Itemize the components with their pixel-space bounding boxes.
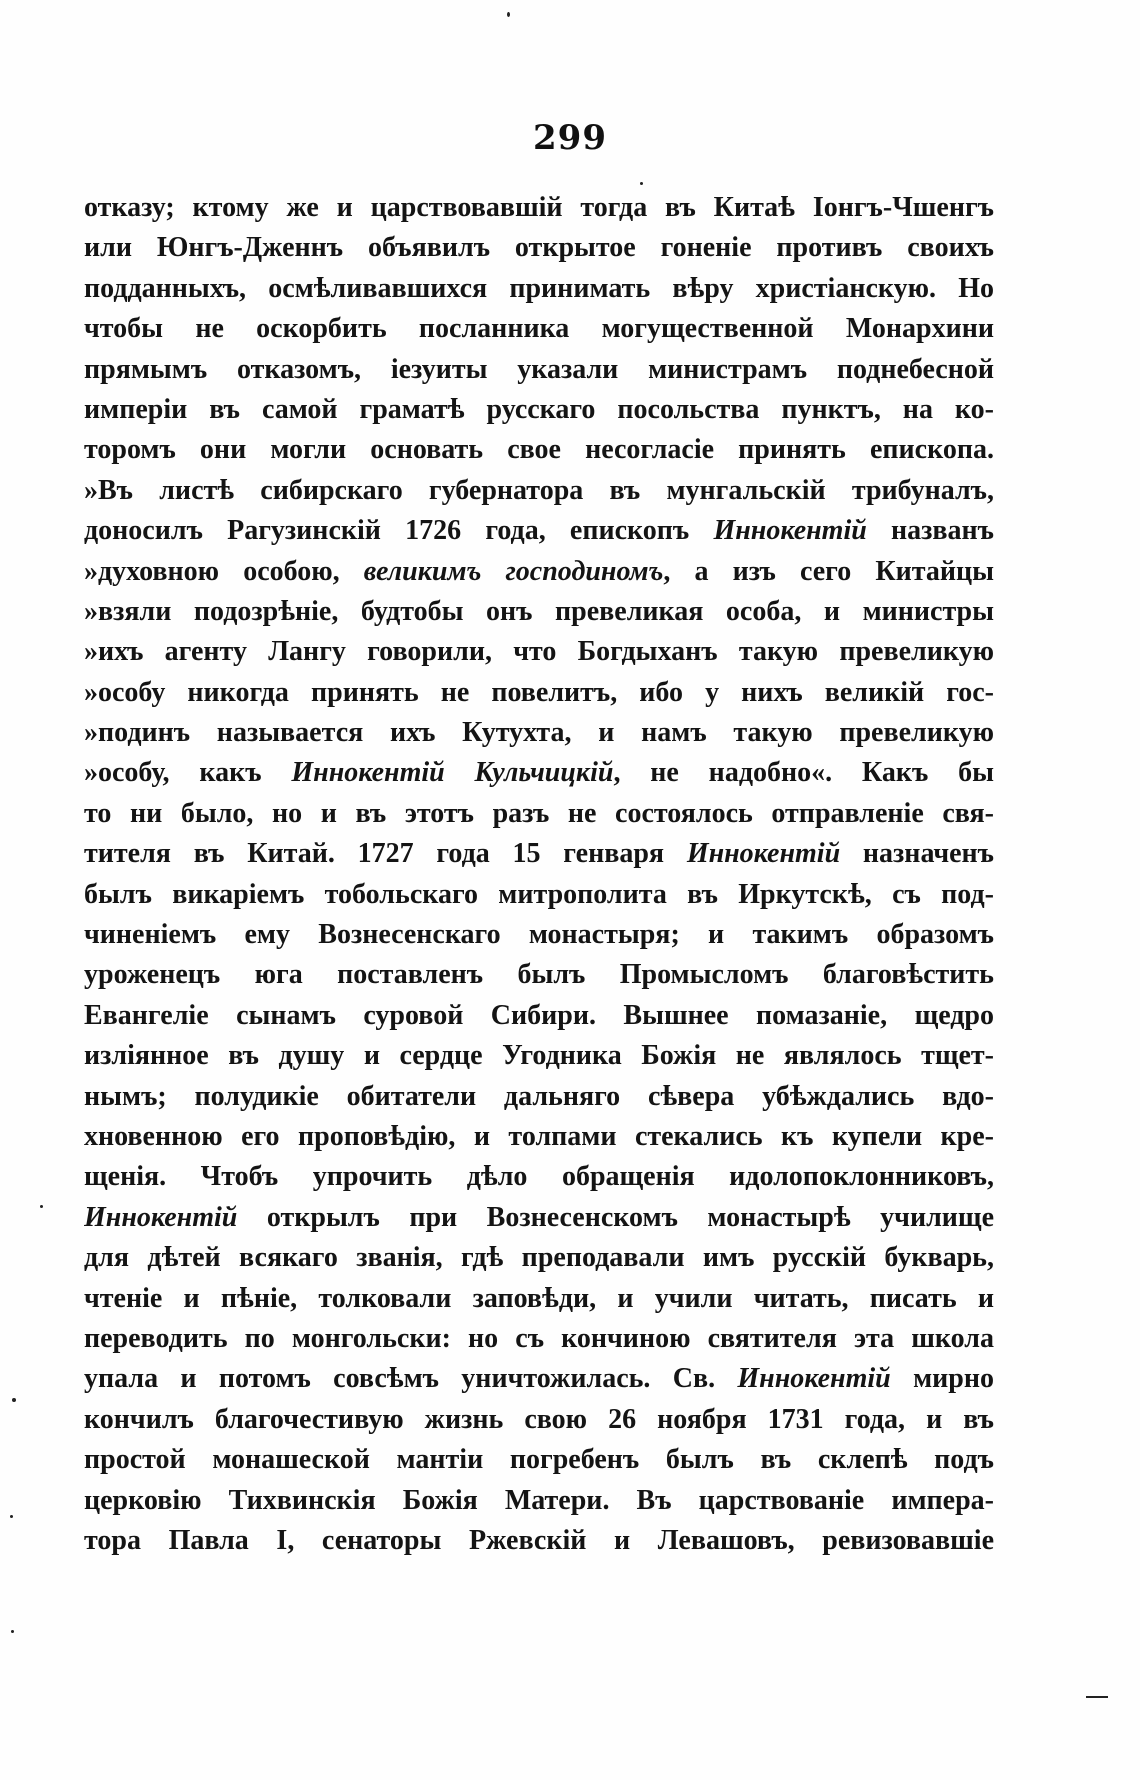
- italic-name: великимъ господиномъ: [363, 555, 664, 587]
- text-segment: нымъ; полудикіе обитатели дальняго сѣвера убѣждались вдо-: [84, 1080, 994, 1112]
- text-segment: доносилъ Рагузинскій 1726 года, епископъ: [84, 515, 714, 547]
- text-line: [84, 794, 994, 834]
- text-line: [84, 1359, 994, 1399]
- text-line: [84, 753, 994, 793]
- text-segment: простой монашеской мантіи погребенъ былъ въ склепѣ подъ: [84, 1444, 994, 1476]
- scan-speck: [40, 1205, 43, 1208]
- text-line: [84, 309, 994, 349]
- text-segment: »духовною особою,: [84, 555, 364, 587]
- text-segment: хновенною его проповѣдію, и толпами стекались къ купели кре-: [84, 1120, 994, 1152]
- text-line: [84, 269, 994, 309]
- text-segment: излiянное въ душу и сердце Угодника Божія не являлось тщет-: [84, 1040, 994, 1072]
- text-line: [84, 1198, 994, 1238]
- text-line: [84, 713, 994, 753]
- text-line: [84, 1521, 994, 1561]
- text-segment: или Юнгъ-Дженнъ объявилъ открытое гоненіе противъ своихъ: [84, 232, 994, 264]
- text-line: [84, 430, 994, 470]
- text-line: [84, 673, 994, 713]
- text-line: [84, 390, 994, 430]
- text-line: [84, 1036, 994, 1076]
- text-line: [84, 1117, 994, 1157]
- italic-name: Иннокентій: [686, 838, 841, 870]
- text-segment: тора Павла I, сенаторы Ржевскій и Левашовъ, ревизовавшіе: [84, 1524, 994, 1556]
- scan-speck: [507, 12, 510, 17]
- text-segment: торомъ они могли основать свое несогласіе принять епископа.: [84, 434, 994, 466]
- text-segment: для дѣтей всякаго званія, гдѣ преподавали имъ русскій букварь,: [84, 1242, 994, 1274]
- scan-speck: [12, 1398, 16, 1402]
- text-segment: отказу; ктому же и царствовавшій тогда въ Китаѣ Іонгъ-Чшенгъ: [84, 192, 994, 223]
- text-line: [84, 1440, 994, 1480]
- text-segment: , а изъ сего Китайцы: [663, 555, 994, 587]
- text-segment: уроженецъ юга поставленъ былъ Промысломъ благовѣстить: [84, 959, 994, 991]
- text-segment: переводить по монгольски: но съ кончиною святителя эта школа: [84, 1322, 994, 1354]
- text-segment: кончилъ благочестивую жизнь свою 26 ноября 1731 года, и въ: [84, 1403, 994, 1435]
- text-segment: открылъ при Вознесенскомъ монастырѣ училище: [237, 1201, 994, 1233]
- text-segment: »ихъ агенту Лангу говорили, что Богдыханъ такую превеликую: [84, 636, 994, 668]
- text-line: [84, 471, 994, 511]
- text-segment: »подинъ называется ихъ Кутухта, и намъ такую превеликую: [84, 717, 994, 749]
- text-line: [84, 1400, 994, 1440]
- text-line: [84, 188, 994, 228]
- text-segment: назначенъ: [840, 838, 994, 870]
- text-line: [84, 228, 994, 268]
- text-segment: »особу, какъ: [84, 757, 292, 789]
- text-segment: подданныхъ, осмѣливавшихся принимать вѣру христіанскую. Но: [84, 272, 994, 304]
- text-line: [84, 552, 994, 592]
- text-segment: церковію Тихвинскія Божія Матери. Въ царствованіе импера-: [84, 1484, 994, 1516]
- page-number: 299: [533, 118, 607, 158]
- text-segment: названъ: [866, 515, 994, 547]
- text-line: [84, 350, 994, 390]
- text-segment: былъ викаріемъ тобольскаго митрополита въ Иркутскѣ, съ под-: [84, 878, 994, 910]
- scan-mark: [1086, 1696, 1108, 1698]
- body-text: [84, 188, 994, 1561]
- text-line: [84, 955, 994, 995]
- text-segment: »Въ листѣ сибирскаго губернатора въ мунгальскій трибуналъ,: [84, 474, 994, 506]
- text-segment: имперіи въ самой граматѣ русскаго посольства пунктъ, на ко-: [84, 393, 994, 425]
- text-line: [84, 1279, 994, 1319]
- text-line: [84, 834, 994, 874]
- italic-name: Иннокентій: [713, 515, 867, 547]
- scan-speck: [640, 182, 643, 185]
- text-line: [84, 1077, 994, 1117]
- text-segment: мирно: [890, 1363, 994, 1395]
- text-line: [84, 1157, 994, 1197]
- scan-speck: [11, 1630, 14, 1633]
- text-segment: щенія. Чтобъ упрочить дѣло обращенія идолопоклонниковъ,: [84, 1161, 994, 1193]
- text-line: [84, 1238, 994, 1278]
- text-line: [84, 592, 994, 632]
- text-line: [84, 1481, 994, 1521]
- text-line: [84, 511, 994, 551]
- text-segment: Евангеліе сынамъ суровой Сибири. Вышнее помазаніе, щедро: [84, 999, 994, 1031]
- text-line: [84, 875, 994, 915]
- text-segment: »особу никогда принять не повелитъ, ибо у нихъ великій гос-: [84, 676, 994, 708]
- text-segment: тителя въ Китай. 1727 года 15 генваря: [84, 838, 687, 870]
- text-segment: то ни было, но и въ этотъ разъ не состоялось отправленіе свя-: [84, 797, 994, 829]
- text-line: [84, 1319, 994, 1359]
- italic-name: Иннокентій: [84, 1201, 238, 1233]
- text-segment: прямымъ отказомъ, іезуиты указали министрамъ поднебесной: [84, 353, 994, 385]
- text-segment: »взяли подозрѣніе, будтобы онъ превеликая особа, и министры: [84, 595, 994, 627]
- text-segment: упала и потомъ совсѣмъ уничтожилась. Св.: [84, 1363, 738, 1395]
- text-segment: чиненіемъ ему Вознесенскаго монастыря; и такимъ образомъ: [84, 919, 994, 951]
- text-line: [84, 915, 994, 955]
- italic-name: Иннокентій Кульчицкій: [291, 757, 614, 789]
- scan-speck: [10, 1515, 13, 1518]
- italic-name: Иннокентій: [737, 1363, 891, 1395]
- text-segment: , не надобно«. Какъ бы: [613, 757, 994, 789]
- text-segment: чтобы не оскорбить посланника могущественной Монархини: [84, 313, 994, 345]
- text-segment: чтеніе и пѣніе, толковали заповѣди, и учили читать, писать и: [84, 1282, 994, 1314]
- text-line: [84, 632, 994, 672]
- text-line: [84, 996, 994, 1036]
